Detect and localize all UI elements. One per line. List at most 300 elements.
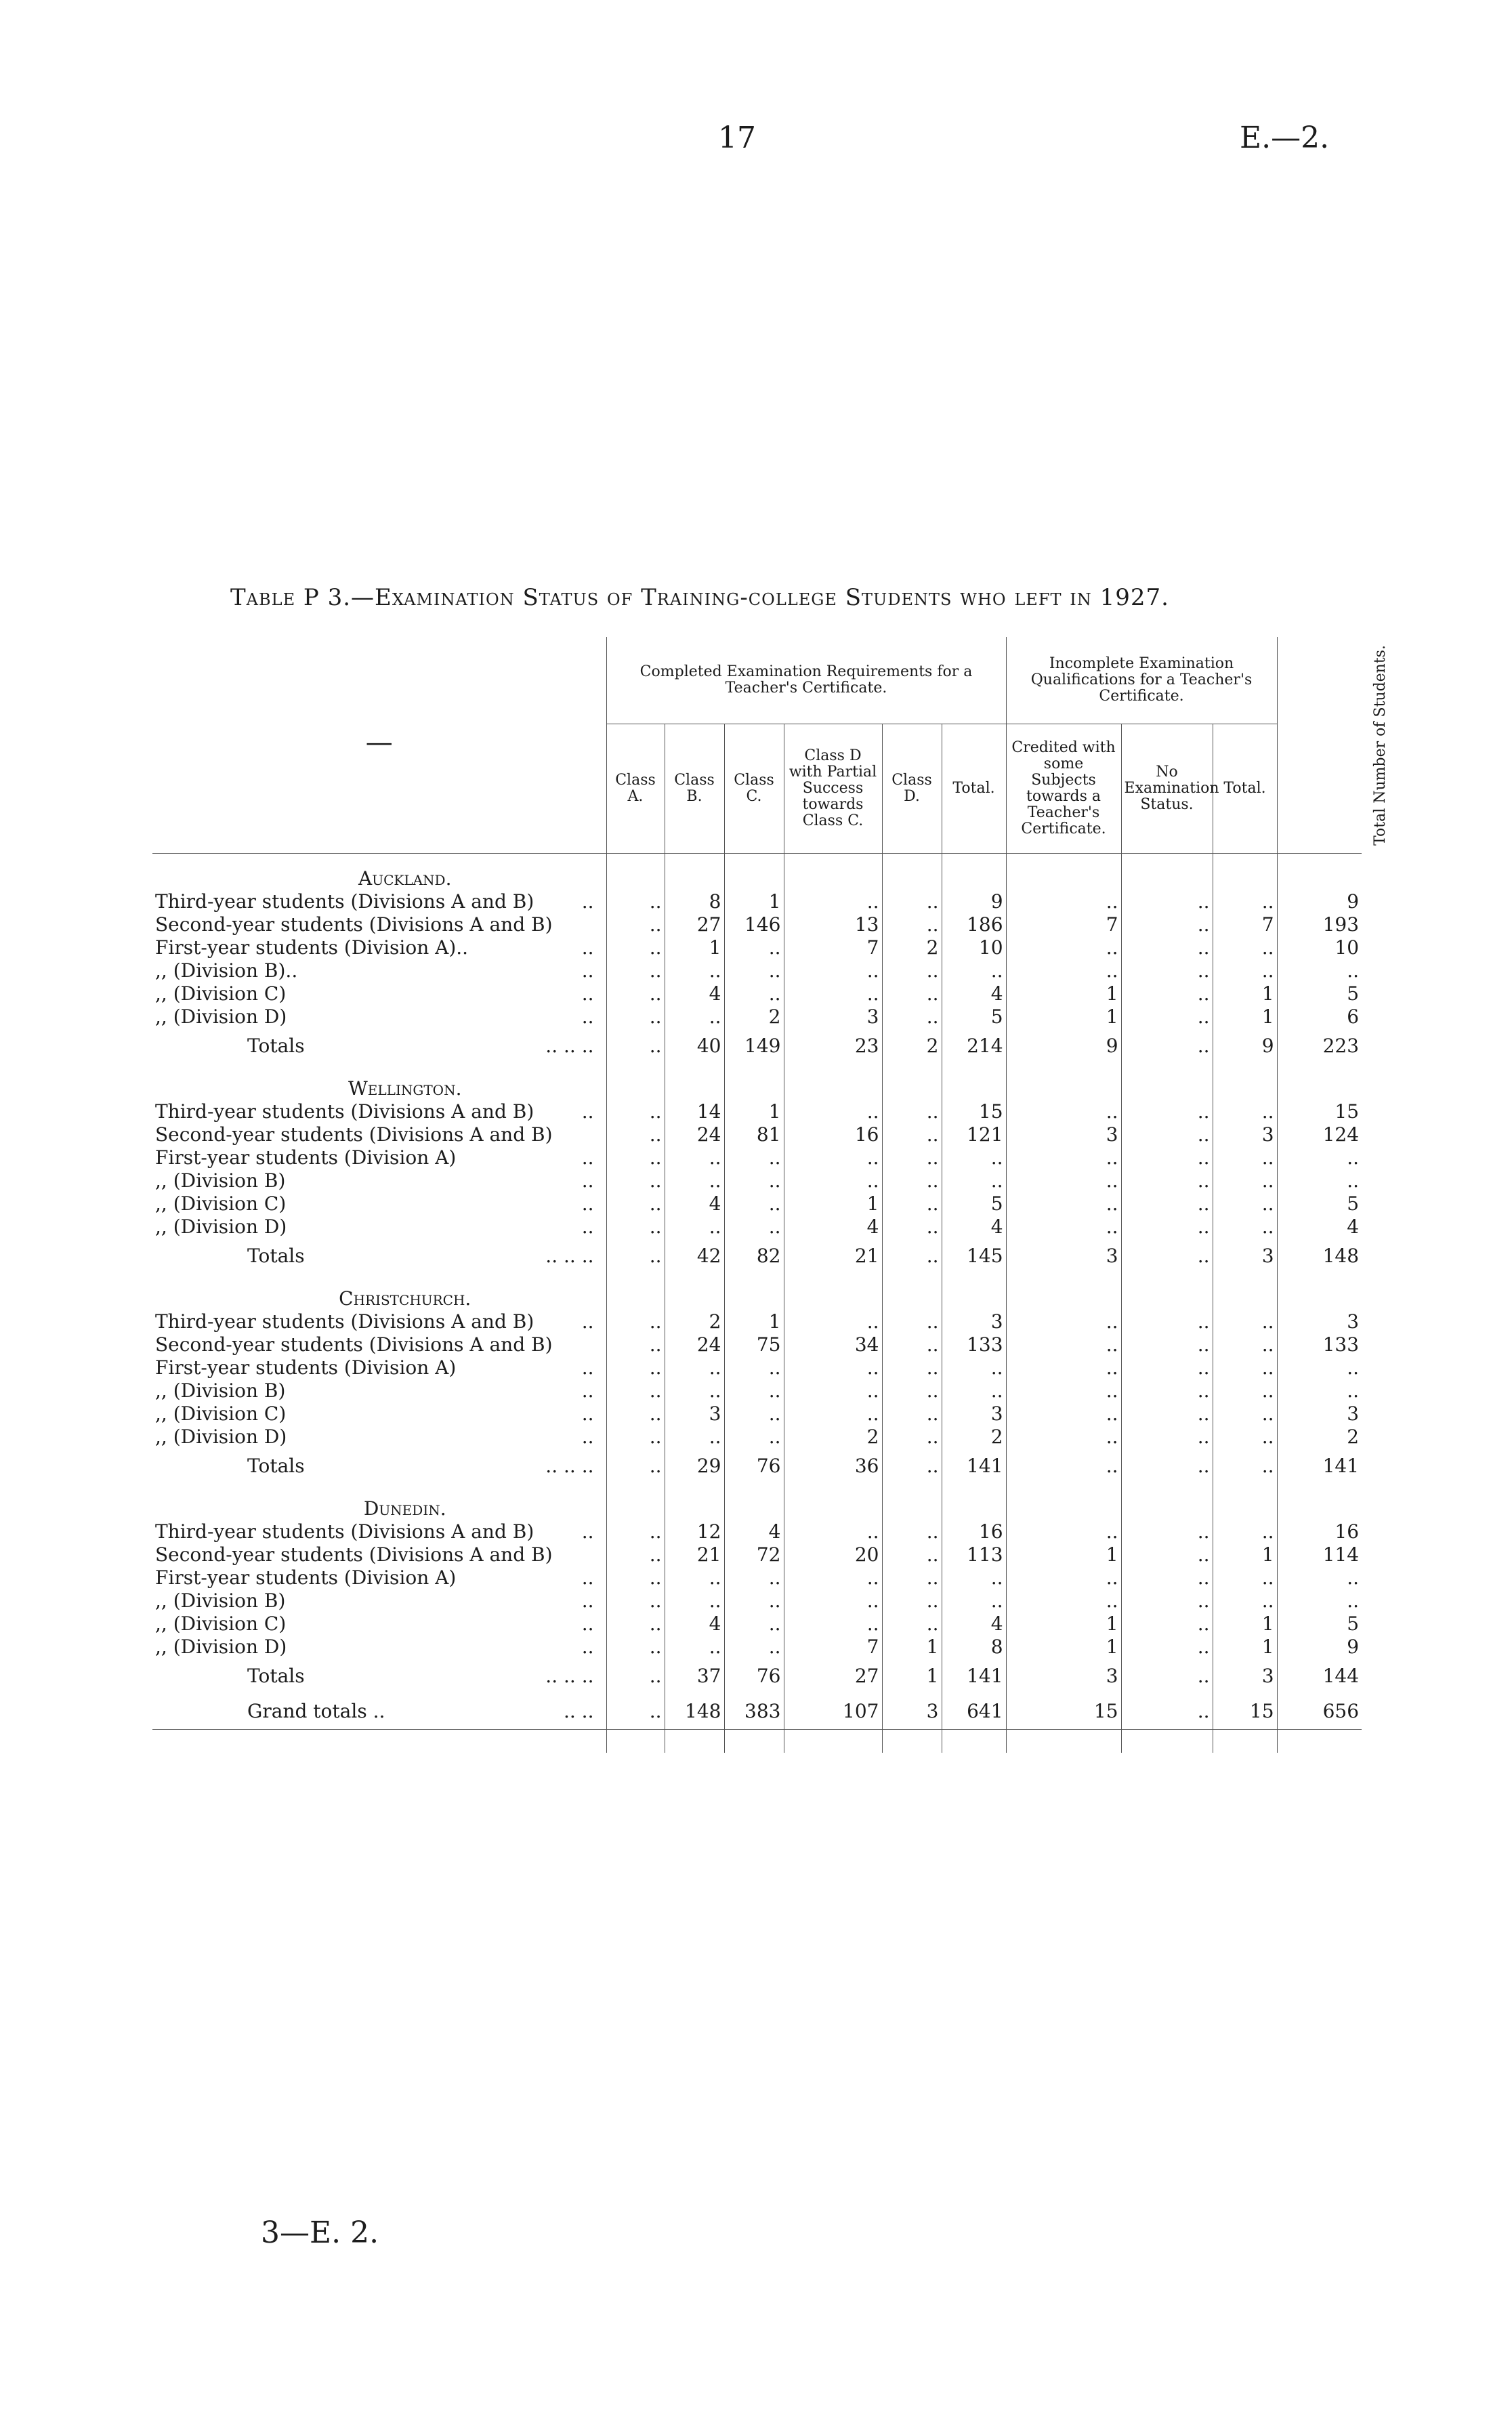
row-label (152, 1215, 606, 1239)
spacer-cell (882, 1274, 942, 1287)
value-cell: .. (665, 1356, 724, 1379)
spacer-cell (1277, 854, 1362, 868)
row-label-text: ,, (Division D) (155, 1215, 287, 1238)
totals-row (152, 1449, 1362, 1484)
totals-cell: .. (606, 1449, 665, 1484)
row-label-text: Totals (247, 1455, 305, 1477)
leader-dots: .. (581, 1636, 594, 1658)
table-row (152, 1100, 1362, 1123)
value-cell: 146 (724, 913, 784, 936)
row-label (152, 1636, 606, 1659)
table-row (152, 1426, 1362, 1449)
value-cell: .. (1006, 890, 1121, 913)
totals-row (152, 1659, 1362, 1694)
spacer-cell (942, 854, 1006, 868)
value-cell: .. (1121, 982, 1213, 1005)
value-cell: 75 (724, 1333, 784, 1356)
totals-cell: 214 (942, 1028, 1006, 1064)
value-cell: .. (665, 1426, 724, 1449)
totals-cell: .. (1121, 1028, 1213, 1064)
totals-cell: .. (882, 1239, 942, 1274)
value-cell: 9 (1277, 1636, 1362, 1659)
value-cell: .. (784, 1356, 882, 1379)
empty-cell (1277, 1287, 1362, 1310)
value-cell: 4 (665, 982, 724, 1005)
empty-cell (665, 867, 724, 890)
value-cell: .. (882, 1566, 942, 1589)
header-class-d-partial: Class D with Partial Success towards Class C. (784, 724, 882, 854)
empty-cell (724, 1077, 784, 1100)
value-cell: .. (1006, 1356, 1121, 1379)
value-cell: 4 (724, 1520, 784, 1543)
value-cell: 3 (784, 1005, 882, 1028)
row-label (152, 1333, 606, 1356)
spacer-cell (942, 1274, 1006, 1287)
value-cell: 13 (784, 913, 882, 936)
value-cell: .. (784, 982, 882, 1005)
table-title-prefix: Table P 3.— (230, 584, 375, 611)
table-row (152, 1613, 1362, 1636)
value-cell: .. (606, 1215, 665, 1239)
empty-cell (724, 1287, 784, 1310)
row-label (152, 1426, 606, 1449)
grand-totals-cell: 383 (724, 1694, 784, 1730)
value-cell: .. (606, 1005, 665, 1028)
leader-dots: .. (581, 1310, 594, 1333)
totals-cell: 21 (784, 1239, 882, 1274)
empty-cell (1006, 1497, 1121, 1520)
value-cell: 1 (1006, 1543, 1121, 1566)
row-label (152, 1520, 606, 1543)
value-cell: .. (724, 1636, 784, 1659)
section-heading: Wellington. (348, 1077, 462, 1100)
row-label-text: Third-year students (Divisions A and B) (155, 1520, 534, 1543)
totals-cell: 144 (1277, 1659, 1362, 1694)
spacer-cell (152, 854, 606, 868)
value-cell: .. (1121, 1566, 1213, 1589)
value-cell: 16 (784, 1123, 882, 1146)
spacer-cell (1121, 854, 1213, 868)
table-row (152, 1123, 1362, 1146)
value-cell: .. (606, 1636, 665, 1659)
value-cell: 3 (1006, 1123, 1121, 1146)
row-label (152, 1169, 606, 1192)
spacer-cell (665, 1484, 724, 1497)
value-cell: .. (724, 1402, 784, 1426)
row-label-text: First-year students (Division A).. (155, 936, 469, 959)
value-cell: 3 (942, 1310, 1006, 1333)
empty-cell (1213, 1077, 1277, 1100)
value-cell: .. (1213, 959, 1277, 982)
leader-dots: .. (581, 959, 594, 982)
table-row (152, 1169, 1362, 1192)
empty-cell (606, 1287, 665, 1310)
value-cell: .. (1006, 1402, 1121, 1426)
table-row (152, 1333, 1362, 1356)
value-cell: 1 (724, 1310, 784, 1333)
spacer-cell (1006, 1484, 1121, 1497)
empty-cell (1121, 1497, 1213, 1520)
row-label (152, 1402, 606, 1426)
totals-label (152, 1659, 606, 1694)
totals-cell: 9 (1006, 1028, 1121, 1064)
totals-cell: .. (1006, 1449, 1121, 1484)
value-cell: 1 (1006, 1005, 1121, 1028)
leader-dots: .. .. .. (545, 1665, 594, 1687)
value-cell: .. (1213, 1379, 1277, 1402)
value-cell: .. (1121, 1613, 1213, 1636)
totals-cell: .. (882, 1449, 942, 1484)
grand-totals-cell: .. (1121, 1694, 1213, 1730)
totals-cell: 1 (882, 1659, 942, 1694)
value-cell: .. (1006, 1520, 1121, 1543)
spacer-cell (942, 1064, 1006, 1077)
value-cell: .. (665, 1215, 724, 1239)
value-cell: .. (1277, 1566, 1362, 1589)
value-cell: .. (1006, 1146, 1121, 1169)
empty-cell (784, 1287, 882, 1310)
value-cell: 3 (1277, 1402, 1362, 1426)
header-total-incomplete: Total. (1213, 724, 1277, 854)
value-cell: 113 (942, 1543, 1006, 1566)
empty-cell (942, 1287, 1006, 1310)
leader-dots: .. (581, 1379, 594, 1402)
header-class-d: Class D. (882, 724, 942, 854)
header-no-exam-status: No Examination Status. (1121, 724, 1213, 854)
row-label (152, 1005, 606, 1028)
value-cell: 7 (784, 936, 882, 959)
value-cell: .. (882, 1123, 942, 1146)
table-row (152, 1215, 1362, 1239)
value-cell: .. (724, 1589, 784, 1613)
value-cell: .. (1213, 1333, 1277, 1356)
spacer-cell (784, 1484, 882, 1497)
value-cell: .. (1277, 1146, 1362, 1169)
table-row (152, 1005, 1362, 1028)
leader-dots: .. (581, 1520, 594, 1543)
value-cell: .. (1213, 936, 1277, 959)
value-cell: .. (1213, 1146, 1277, 1169)
spacer-cell (665, 1274, 724, 1287)
totals-cell: 148 (1277, 1239, 1362, 1274)
value-cell: .. (882, 1333, 942, 1356)
spacer-cell (724, 1064, 784, 1077)
row-label-text: ,, (Division C) (155, 1192, 287, 1215)
table-row (152, 1310, 1362, 1333)
value-cell: .. (724, 982, 784, 1005)
footer-signature: 3—E. 2. (261, 2216, 379, 2250)
spacer-cell (1213, 1064, 1277, 1077)
row-label-text: ,, (Division B).. (155, 959, 298, 982)
spacer-cell (784, 854, 882, 868)
value-cell: 3 (1213, 1123, 1277, 1146)
value-cell: 5 (942, 1005, 1006, 1028)
empty-cell (1213, 1497, 1277, 1520)
row-label-text: First-year students (Division A) (155, 1566, 457, 1589)
bottom-rule-cell (1006, 1730, 1121, 1753)
row-label-text: Third-year students (Divisions A and B) (155, 1310, 534, 1333)
value-cell: .. (665, 959, 724, 982)
section-heading-row (152, 1077, 1362, 1100)
empty-cell (1213, 1287, 1277, 1310)
empty-cell (606, 867, 665, 890)
value-cell: 3 (1277, 1310, 1362, 1333)
value-cell: .. (1121, 1589, 1213, 1613)
value-cell: .. (724, 936, 784, 959)
leader-dots: .. (581, 1566, 594, 1589)
value-cell: .. (1121, 1402, 1213, 1426)
value-cell: .. (882, 890, 942, 913)
value-cell: .. (784, 1402, 882, 1426)
grand-totals-label (152, 1694, 606, 1730)
page-number: 17 (718, 121, 756, 155)
value-cell: 2 (784, 1426, 882, 1449)
empty-cell (942, 1497, 1006, 1520)
header-total-students-text: Total Number of Students. (1371, 644, 1389, 846)
value-cell: .. (724, 1426, 784, 1449)
row-label-text: Totals (247, 1035, 305, 1057)
spacer-cell (606, 1274, 665, 1287)
spacer-cell (152, 1064, 606, 1077)
empty-cell (784, 1077, 882, 1100)
leader-dots: .. (581, 890, 594, 913)
row-label (152, 913, 606, 936)
section-heading: Christchurch. (339, 1287, 471, 1310)
totals-cell: 145 (942, 1239, 1006, 1274)
spacer-cell (1213, 854, 1277, 868)
row-label-text: Second-year students (Divisions A and B) (155, 1333, 553, 1356)
leader-dots: .. (581, 982, 594, 1005)
value-cell: .. (1121, 1310, 1213, 1333)
table-body (152, 854, 1362, 1753)
value-cell: .. (606, 1146, 665, 1169)
value-cell: .. (665, 1005, 724, 1028)
leader-dots: .. (581, 1589, 594, 1612)
bottom-rule-cell (1121, 1730, 1213, 1753)
row-label-text: Totals (247, 1245, 305, 1267)
value-cell: .. (882, 1005, 942, 1028)
value-cell: .. (724, 1169, 784, 1192)
row-label (152, 1589, 606, 1613)
leader-dots: .. (581, 936, 594, 959)
value-cell: 133 (942, 1333, 1006, 1356)
value-cell: .. (1121, 1426, 1213, 1449)
empty-cell (724, 867, 784, 890)
value-cell: 1 (1213, 1636, 1277, 1659)
group-header-incomplete: Incomplete Examination Qualifications for a Teacher's Certificate. (1006, 637, 1277, 724)
value-cell: .. (724, 959, 784, 982)
value-cell: .. (882, 1310, 942, 1333)
spacer-row (152, 1064, 1362, 1077)
value-cell: 124 (1277, 1123, 1362, 1146)
value-cell: 15 (1277, 1100, 1362, 1123)
value-cell: .. (882, 1192, 942, 1215)
value-cell: 1 (1213, 1613, 1277, 1636)
value-cell: .. (1213, 1589, 1277, 1613)
row-label (152, 1379, 606, 1402)
value-cell: .. (724, 1566, 784, 1589)
value-cell: .. (1121, 1169, 1213, 1192)
value-cell: 8 (942, 1636, 1006, 1659)
empty-cell (882, 1497, 942, 1520)
value-cell: .. (606, 1100, 665, 1123)
totals-cell: 3 (1006, 1239, 1121, 1274)
totals-cell: 23 (784, 1028, 882, 1064)
value-cell: .. (784, 959, 882, 982)
value-cell: .. (942, 1169, 1006, 1192)
table-row (152, 936, 1362, 959)
spacer-row (152, 1484, 1362, 1497)
value-cell: 1 (1213, 982, 1277, 1005)
value-cell: 6 (1277, 1005, 1362, 1028)
section-heading: Auckland. (358, 867, 452, 890)
value-cell: .. (1006, 1589, 1121, 1613)
value-cell: .. (606, 959, 665, 982)
value-cell: .. (606, 1123, 665, 1146)
value-cell: 1 (1213, 1543, 1277, 1566)
value-cell: 1 (784, 1192, 882, 1215)
value-cell: .. (1213, 1192, 1277, 1215)
totals-cell: .. (1121, 1239, 1213, 1274)
header-class-a: Class A. (606, 724, 665, 854)
value-cell: 1 (1006, 1636, 1121, 1659)
totals-cell: .. (606, 1239, 665, 1274)
value-cell: 8 (665, 890, 724, 913)
row-label (152, 1123, 606, 1146)
table-row (152, 1402, 1362, 1426)
spacer-cell (606, 1064, 665, 1077)
totals-cell: .. (606, 1659, 665, 1694)
value-cell: 2 (1277, 1426, 1362, 1449)
value-cell: .. (606, 1402, 665, 1426)
empty-cell (784, 1497, 882, 1520)
grand-totals-cell: 148 (665, 1694, 724, 1730)
value-cell: 1 (665, 936, 724, 959)
grand-totals-cell: 641 (942, 1694, 1006, 1730)
value-cell: .. (1277, 1379, 1362, 1402)
value-cell: .. (1121, 959, 1213, 982)
table-row (152, 1192, 1362, 1215)
value-cell: .. (1121, 1215, 1213, 1239)
value-cell: .. (882, 1215, 942, 1239)
leader-dots: .. (581, 1426, 594, 1448)
totals-cell: 141 (1277, 1449, 1362, 1484)
value-cell: .. (724, 1146, 784, 1169)
table-title-main: Examination Status of Training-college Students who left in 1927. (375, 584, 1169, 611)
leader-dots: .. .. .. (545, 1455, 594, 1477)
spacer-cell (1121, 1064, 1213, 1077)
spacer-cell (882, 1064, 942, 1077)
totals-cell: 76 (724, 1449, 784, 1484)
leader-dots: .. (581, 1169, 594, 1192)
spacer-cell (784, 1274, 882, 1287)
value-cell: .. (882, 982, 942, 1005)
row-label-text: ,, (Division D) (155, 1005, 287, 1028)
value-cell: .. (1121, 1100, 1213, 1123)
value-cell: .. (1006, 1333, 1121, 1356)
spacer-cell (942, 1484, 1006, 1497)
spacer-cell (1006, 1274, 1121, 1287)
grand-totals-cell: 15 (1006, 1694, 1121, 1730)
value-cell: .. (606, 913, 665, 936)
value-cell: .. (784, 1589, 882, 1613)
value-cell: 4 (665, 1192, 724, 1215)
spacer-cell (1213, 1484, 1277, 1497)
row-label-text: ,, (Division B) (155, 1379, 286, 1402)
value-cell: .. (1121, 1005, 1213, 1028)
grand-totals-cell: 3 (882, 1694, 942, 1730)
value-cell: 1 (724, 1100, 784, 1123)
leader-dots: .. .. .. (545, 1035, 594, 1057)
totals-label (152, 1449, 606, 1484)
totals-row (152, 1239, 1362, 1274)
bottom-rule-cell (152, 1730, 606, 1753)
empty-cell (1121, 1287, 1213, 1310)
value-cell: 10 (942, 936, 1006, 959)
table-row (152, 1543, 1362, 1566)
value-cell: 72 (724, 1543, 784, 1566)
value-cell: 24 (665, 1333, 724, 1356)
value-cell: .. (784, 1146, 882, 1169)
value-cell: .. (606, 1379, 665, 1402)
value-cell: .. (882, 1402, 942, 1426)
value-cell: 16 (1277, 1520, 1362, 1543)
row-label (152, 890, 606, 913)
value-cell: .. (665, 1636, 724, 1659)
value-cell: .. (882, 1520, 942, 1543)
totals-cell: 149 (724, 1028, 784, 1064)
value-cell: 10 (1277, 936, 1362, 959)
value-cell: .. (606, 1520, 665, 1543)
value-cell: 7 (1213, 913, 1277, 936)
row-label-text: Third-year students (Divisions A and B) (155, 890, 534, 913)
spacer-cell (1121, 1274, 1213, 1287)
row-label-text: Second-year students (Divisions A and B) (155, 1123, 553, 1146)
value-cell: .. (1006, 1379, 1121, 1402)
value-cell: .. (784, 1310, 882, 1333)
leader-dots: .. (581, 1402, 594, 1425)
value-cell: 193 (1277, 913, 1362, 936)
table-row (152, 890, 1362, 913)
row-label (152, 936, 606, 959)
value-cell: 4 (942, 1215, 1006, 1239)
value-cell: 2 (665, 1310, 724, 1333)
value-cell: .. (1277, 1356, 1362, 1379)
value-cell: .. (942, 1566, 1006, 1589)
value-cell: .. (1121, 1356, 1213, 1379)
empty-cell (665, 1077, 724, 1100)
empty-cell (784, 867, 882, 890)
totals-cell: 3 (1006, 1659, 1121, 1694)
value-cell: .. (1121, 1146, 1213, 1169)
value-cell: .. (1213, 1566, 1277, 1589)
row-label-text: ,, (Division D) (155, 1636, 287, 1658)
value-cell: .. (784, 1379, 882, 1402)
value-cell: .. (606, 1333, 665, 1356)
totals-cell: 76 (724, 1659, 784, 1694)
table-row (152, 1520, 1362, 1543)
value-cell: .. (784, 1100, 882, 1123)
value-cell: 5 (1277, 1192, 1362, 1215)
value-cell: .. (1277, 959, 1362, 982)
spacer-row (152, 854, 1362, 868)
value-cell: 133 (1277, 1333, 1362, 1356)
value-cell: .. (724, 1356, 784, 1379)
empty-cell (606, 1077, 665, 1100)
row-label-text: Second-year students (Divisions A and B) (155, 1543, 553, 1566)
table-row (152, 1636, 1362, 1659)
value-cell: .. (1213, 1356, 1277, 1379)
